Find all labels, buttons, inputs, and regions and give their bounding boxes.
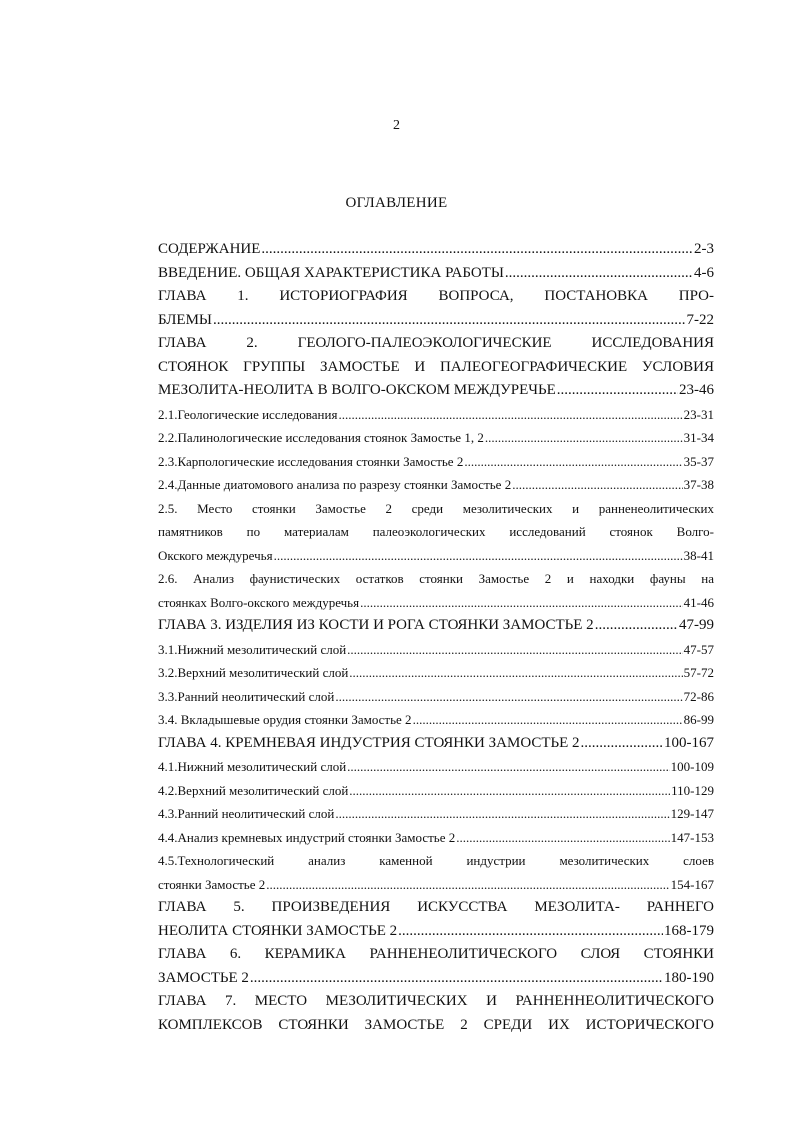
toc-entry-2-4[interactable]: 2.4.Данные диатомового анализа по разрезу стоянки Замостье 2 ..... 37-38 [158,473,714,497]
toc-entry-4-3[interactable]: 4.3.Ранний неолитический слой ..... 129-147 [158,802,714,826]
toc-entry-chapter-3[interactable]: ГЛАВА 3. ИЗДЕЛИЯ ИЗ КОСТИ И РОГА СТОЯНКИ ЗАМОСТЬЕ 2 ..... 47-99 [158,614,714,638]
toc-entry-chapter-5[interactable]: ГЛАВА 5. ПРОИЗВЕДЕНИЯ ИСКУССТВА МЕЗОЛИТА- РАННЕГО НЕОЛИТА СТОЯНКИ ЗАМОСТЬЕ 2 ..... 168-179 [158,896,714,943]
toc-entry-4-5[interactable]: 4.5.Технологический анализ каменной индустрии мезолитических слоев стоянки Замостье 2 ..... 154-167 [158,849,714,896]
toc-entry-chapter-6[interactable]: ГЛАВА 6. КЕРАМИКА РАННЕНЕОЛИТИЧЕСКОГО СЛОЯ СТОЯНКИ ЗАМОСТЬЕ 2 ..... 180-190 [158,943,714,990]
toc-entry-3-4[interactable]: 3.4. Вкладышевые орудия стоянки Замостье 2 ..... 86-99 [158,708,714,732]
toc-entry-4-4[interactable]: 4.4.Анализ кремневых индустрий стоянки Замостье 2 ..... 147-153 [158,826,714,850]
toc-entry-chapter-2[interactable]: ГЛАВА 2. ГЕОЛОГО-ПАЛЕОЭКОЛОГИЧЕСКИЕ ИССЛЕДОВАНИЯ СТОЯНОК ГРУППЫ ЗАМОСТЬЕ И ПАЛЕОГЕОГРАФИЧЕСКИЕ УСЛОВИЯ МЕЗОЛИТА-НЕОЛИТА В ВОЛГО-ОКСКОМ МЕЖДУРЕЧЬЕ ..... 23-46 [158,332,714,403]
toc-entry-3-2[interactable]: 3.2.Верхний мезолитический слой ..... 57-72 [158,661,714,685]
toc-entry-chapter-4[interactable]: ГЛАВА 4. КРЕМНЕВАЯ ИНДУСТРИЯ СТОЯНКИ ЗАМОСТЬЕ 2 ..... 100-167 [158,732,714,756]
toc-entry-2-3[interactable]: 2.3.Карпологические исследования стоянки Замостье 2 ..... 35-37 [158,450,714,474]
toc-entry-2-5[interactable]: 2.5. Место стоянки Замостье 2 среди мезолитических и ранненеолитических памятников по материалам палеоэкологических исследований стоянок Волго- Окского междуречья ..... 38-41 [158,497,714,568]
toc-entry-2-2[interactable]: 2.2.Палинологические исследования стоянок Замостье 1, 2 ..... 31-34 [158,426,714,450]
toc-entry-contents[interactable]: СОДЕРЖАНИЕ ..... 2-3 [158,238,714,262]
page-title: ОГЛАВЛЕНИЕ [345,195,448,211]
toc-entry-4-1[interactable]: 4.1.Нижний мезолитический слой ..... 100-109 [158,755,714,779]
toc-entry-chapter-1[interactable]: ГЛАВА 1. ИСТОРИОГРАФИЯ ВОПРОСА, ПОСТАНОВКА ПРО- БЛЕМЫ ..... 7-22 [158,285,714,332]
table-of-contents [158,238,714,1037]
page-number: 2 [393,118,400,133]
toc-entry-3-3[interactable]: 3.3.Ранний неолитический слой ..... 72-86 [158,685,714,709]
toc-entry-introduction[interactable]: ВВЕДЕНИЕ. ОБЩАЯ ХАРАКТЕРИСТИКА РАБОТЫ ..... 4-6 [158,262,714,286]
toc-entry-3-1[interactable]: 3.1.Нижний мезолитический слой ..... 47-57 [158,638,714,662]
toc-entry-4-2[interactable]: 4.2.Верхний мезолитический слой ..... 110-129 [158,779,714,803]
toc-entry-2-1[interactable]: 2.1.Геологические исследования ..... 23-31 [158,403,714,427]
toc-entry-chapter-7[interactable]: ГЛАВА 7. МЕСТО МЕЗОЛИТИЧЕСКИХ И РАННЕННЕОЛИТИЧЕСКОГО КОМПЛЕКСОВ СТОЯНКИ ЗАМОСТЬЕ 2 СРЕДИ ИХ ИСТОРИЧЕСКОГО [158,993,714,1033]
toc-entry-2-6[interactable]: 2.6. Анализ фаунистических остатков стоянки Замостье 2 и находки фауны на стоянках Волго-окского междуречья ..... 41-46 [158,567,714,614]
